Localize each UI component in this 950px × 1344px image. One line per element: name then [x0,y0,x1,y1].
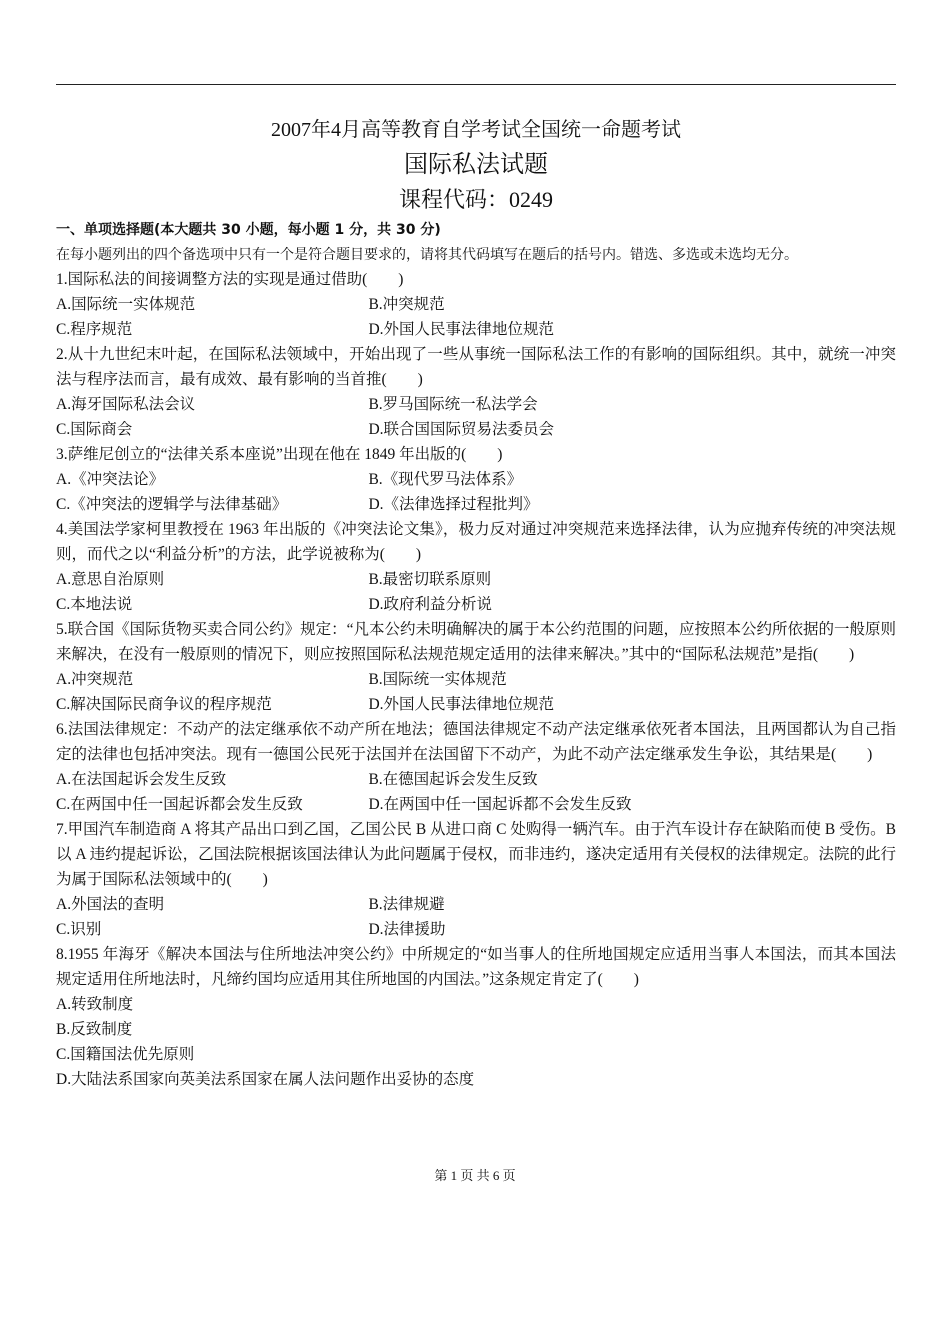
question-stem: 8.1955 年海牙《解决本国法与住所地法冲突公约》中所规定的“如当事人的住所地国规定应适用当事人本国法，而其本国法规定适用住所地法时，凡缔约国均应适用其住所地国的内国法。”这条规定肯定了( ) [56,946,896,988]
answer-option: C.程序规范 [56,321,133,338]
answer-option: B.法律规避 [368,896,445,913]
option-group [56,467,896,517]
answer-option: B.《现代罗马法体系》 [368,471,523,488]
answer-option: C.国际商会 [56,421,133,438]
answer-option: D.在两国中任一国起诉都不会发生反致 [368,796,632,813]
option-group [56,292,896,342]
option-group [56,667,896,717]
answer-option: D.外国人民事法律地位规范 [368,321,555,338]
answer-option: C.解决国际民商争议的程序规范 [56,696,272,713]
question-stem: 6.法国法律规定：不动产的法定继承依不动产所在地法；德国法律规定不动产法定继承依死者本国法，且两国都认为自己指定的法律也包括冲突法。现有一德国公民死于法国并在法国留下不动产，为此不动产法定继承发生争讼，其结果是( ) [56,721,896,763]
answer-option: C.国籍国法优先原则 [56,1046,195,1063]
answer-option: A.外国法的查明 [56,896,165,913]
answer-option: A.意思自治原则 [56,571,165,588]
question-stem: 2.从十九世纪末叶起，在国际私法领域中，开始出现了一些从事统一国际私法工作的有影响的国际组织。其中，就统一冲突法与程序法而言，最有成效、最有影响的当首推( ) [56,346,896,388]
answer-option: B.反致制度 [56,1021,133,1038]
answer-option: A.在法国起诉会发生反致 [56,771,227,788]
question-item [56,267,896,342]
question-stem: 7.甲国汽车制造商 A 将其产品出口到乙国，乙国公民 B 从进口商 C 处购得一辆汽车。由于汽车设计存在缺陷而使 B 受伤。B 以 A 违约提起诉讼，乙国法院根据该国法律认为此问题属于侵权，而非违约，遂决定适用有关侵权的法律规定。法院的此行为属于国际私法领域中的( ) [56,821,896,888]
option-group [56,567,896,617]
question-list [56,267,896,1092]
answer-option: C.本地法说 [56,596,133,613]
answer-option: C.识别 [56,921,102,938]
answer-option: D.法律援助 [368,921,446,938]
answer-option: B.国际统一实体规范 [368,671,507,688]
page-number: 第 1 页 共 6 页 [434,1168,516,1183]
answer-option: A.转致制度 [56,996,134,1013]
exam-content [56,112,896,1092]
question-item [56,942,896,1092]
answer-option: D.联合国国际贸易法委员会 [368,421,555,438]
question-item [56,342,896,442]
answer-option: A.冲突规范 [56,671,134,688]
option-group [56,992,896,1092]
answer-option: D.政府利益分析说 [368,596,493,613]
question-stem: 3.萨维尼创立的“法律关系本座说”出现在他在 1849 年出版的( ) [56,446,503,463]
section-instruction: 在每小题列出的四个备选项中只有一个是符合题目要求的，请将其代码填写在题后的括号内。错选、多选或未选均无分。 [56,247,798,263]
question-item [56,717,896,817]
question-item [56,817,896,942]
question-stem: 5.联合国《国际货物买卖合同公约》规定：“凡本公约未明确解决的属于本公约范围的问题，应按照本公约所依据的一般原则来解决，在没有一般原则的情况下，则应按照国际私法规范规定适用的法律来解决。”其中的“国际私法规范”是指( ) [56,621,897,663]
answer-option: D.大陆法系国家向英美法系国家在属人法问题作出妥协的态度 [56,1071,475,1088]
question-stem: 4.美国法学家柯里教授在 1963 年出版的《冲突法论文集》，极力反对通过冲突规范来选择法律，认为应抛弃传统的冲突法规则，而代之以“利益分析”的方法，此学说被称为( ) [56,521,896,563]
question-item [56,442,896,517]
option-group [56,892,896,942]
answer-option: D.《法律选择过程批判》 [368,496,539,513]
answer-option: A.国际统一实体规范 [56,296,196,313]
exam-title: 2007年4月高等教育自学考试全国统一命题考试 [271,119,681,141]
answer-option: C.《冲突法的逻辑学与法律基础》 [56,496,288,513]
option-group [56,392,896,442]
answer-option: B.在德国起诉会发生反致 [368,771,538,788]
answer-option: A.海牙国际私法会议 [56,396,196,413]
question-item [56,517,896,617]
answer-option: B.最密切联系原则 [368,571,492,588]
section-title: 一、单项选择题(本大题共 30 小题，每小题 1 分，共 30 分) [56,222,441,238]
course-code: 课程代码：0249 [398,187,553,212]
answer-option: C.在两国中任一国起诉都会发生反致 [56,796,303,813]
option-group [56,767,896,817]
subject-title: 国际私法试题 [404,152,548,178]
header-rule [56,84,896,85]
answer-option: A.《冲突法论》 [56,471,165,488]
answer-option: B.冲突规范 [368,296,445,313]
answer-option: D.外国人民事法律地位规范 [368,696,555,713]
question-item [56,617,896,717]
answer-option: B.罗马国际统一私法学会 [368,396,538,413]
question-stem: 1.国际私法的间接调整方法的实现是通过借助( ) [56,271,404,288]
